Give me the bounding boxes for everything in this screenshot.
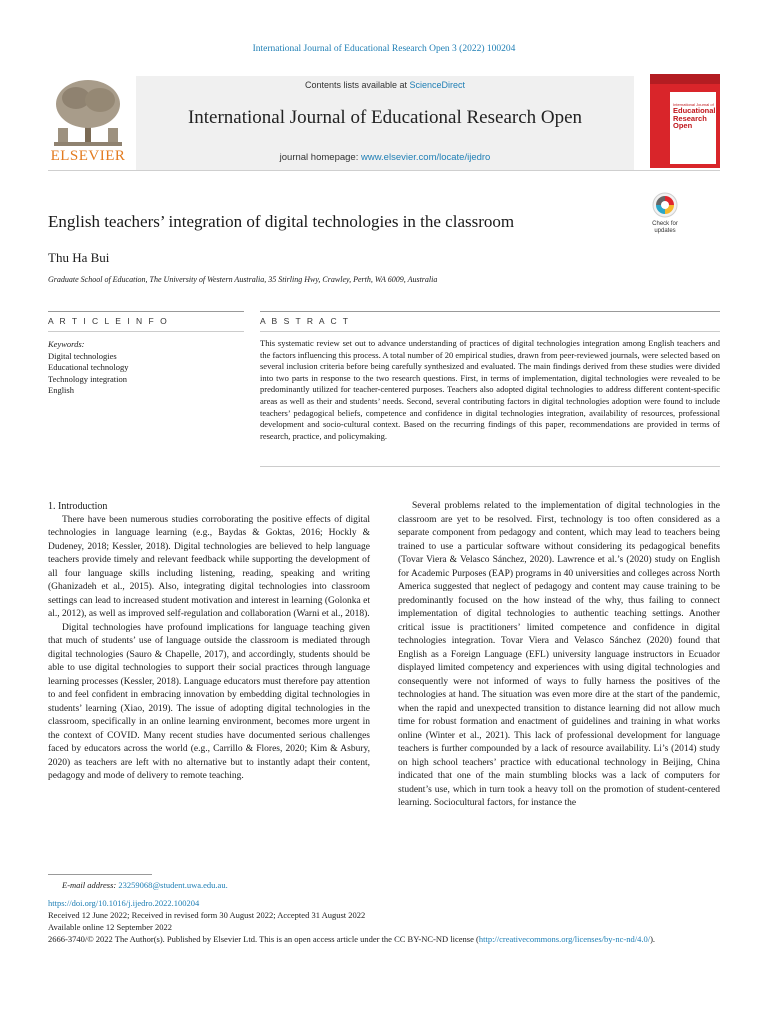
keywords-label: Keywords: (48, 339, 85, 349)
body-left-column (48, 500, 370, 784)
journal-reference[interactable]: International Journal of Educational Research Open 3 (2022) 100204 (252, 44, 516, 54)
keywords-list (48, 339, 129, 397)
author-affiliation: Graduate School of Education, The University of Western Australia, 35 Stirling Hwy, Crawley, Perth, WA 6009, Australia (48, 275, 438, 284)
keyword: English (48, 385, 74, 395)
homepage-line: journal homepage: www.elsevier.com/locate/ijedro (279, 152, 491, 163)
doi-link[interactable]: https://doi.org/10.1016/j.ijedro.2022.100204 (48, 898, 200, 908)
article-info-heading: A R T I C L E I N F O (48, 316, 169, 326)
received-dates: Received 12 June 2022; Received in revised form 30 August 2022; Accepted 31 August 2022 (48, 910, 366, 920)
article-footer (48, 879, 720, 945)
email-line: E-mail address: 23259068@student.uwa.edu.au. (62, 880, 228, 890)
keyword: Digital technologies (48, 350, 117, 361)
journal-banner (136, 76, 634, 170)
journal-title: International Journal of Educational Research Open (187, 107, 583, 128)
keyword: Technology integration (48, 373, 127, 384)
abstract-rule (260, 311, 720, 312)
body-paragraph: Several problems related to the implementation of digital technologies in the classroom are yet to be resolved. First, technology is too often considered as a separate component from pedagogy and content, which may lead to teachers being trained to use a particular software without considering its pedagogical benefits (Tovar Viera & Velasco Sánchez, 2020). Lawrence et al.’s (2020) study on English for Academic Purposes (EAP) programs in 40 universities and colleges across North America suggested that neglect of pedagogy and content may cause training to be predominantly focused on the how instead of the why, thus failing to connect implementation of digital technologies to authentic teaching settings. Another critical issue is practitioners’ limited competence and confidence in digital technologies integration. Tovar Viera and Velasco Sánchez (2020) found that English as a Foreign Language (EFL) university language instructors in Ecuador displayed limited competency and experiences with using digital technologies and consequently were not informed of ways to fully harness the positives of the technologies at hand. The situation was even more dire at the start of the pandemic, when the rapid and unexpected transition to distance learning did not allow much time for robust formation and enactment of guidelines and training in what works online (Winter et al., 2021). This lack of professional development for language teachers is further compounded by a lack of resource availability. Li’s (2014) study on high school teachers’ practice with educational technology in Beijing, China indicated that one of the main stumbling blocks was a lack of computers for student’s use, which in turn took a heavy toll on the promotion of student-centered learning. Sociocultural factors, for instance the (398, 501, 720, 808)
check-updates-icon (652, 192, 678, 218)
body-right-column (398, 500, 720, 811)
cover-title: International Journal of Educational Research Open (670, 92, 716, 164)
abstract-text: This systematic review set out to advance understanding of practices of digital technologies integration among English teachers and the factors influencing this process. A total number of 20 empirical studies, drawn from peer-reviewed journals, were selected based on several inclusion criteria before being carefully synthesized and evaluated. The main findings derived from these studies were divided into two parts in response to the two research questions. First, in terms of implementation, digital technologies were revealed to be predominantly utilized for teacher-centered purposes. Teachers also adopted digital technologies to address different content-specific areas as well as their and students’ needs. Second, several contributing factors in digital technologies adoption were found to include teachers’ pedagogical beliefs, competence and confidence in digital technologies integration, availability of resources, professional development and socio-cultural context. Based on the recurring findings of this paper, recommendations are provided in terms of research, practice, and policymaking. (260, 338, 720, 441)
sciencedirect-link[interactable]: ScienceDirect (409, 80, 466, 90)
license-line: 2666-3740/© 2022 The Author(s). Published by Elsevier Ltd. This is an open access article under the CC BY-NC-ND license (http://creativecommons.org/licenses/by-nc-nd/4.0/). (48, 934, 656, 944)
license-link[interactable]: http://creativecommons.org/licenses/by-nc-nd/4.0/ (478, 934, 651, 944)
check-for-updates-button[interactable]: Check for updates (644, 192, 686, 235)
article-title: English teachers’ integration of digital technologies in the classroom (48, 212, 515, 231)
available-online: Available online 12 September 2022 (48, 922, 173, 932)
homepage-link[interactable]: www.elsevier.com/locate/ijedro (360, 152, 491, 163)
article-info-rule (48, 311, 244, 312)
abstract-heading: A B S T R A C T (260, 316, 351, 326)
body-paragraph: There have been numerous studies corroborating the positive effects of digital technologies in language learning (e.g., Baydas & Goktas, 2016; Hockly & Dudeney, 2018; Kessler, 2018). Digital technologies are believed to help language teachers provide timely and relevant feedback while supporting the development of all four language skills including listening, reading, speaking and writing (Ghanizadeh et al., 2015). Also, integrating digital technologies into classroom settings can lead to increased student motivation and interest in learning (Golonka et al., 2012), as well as improved self-regulation and collaboration (Warni et al., 2018). (48, 514, 370, 619)
tree-icon (48, 76, 128, 150)
keyword: Educational technology (48, 362, 129, 372)
journal-cover[interactable] (650, 74, 720, 168)
email-link[interactable]: 23259068@student.uwa.edu.au. (118, 880, 228, 890)
footnote-rule (48, 874, 152, 875)
contents-line: Contents lists available at ScienceDirect (304, 80, 466, 90)
author-name: Thu Ha Bui (48, 250, 110, 265)
publisher-name: ELSEVIER (50, 148, 126, 164)
section-title: 1. Introduction (48, 501, 108, 512)
journal-header (48, 68, 720, 171)
body-paragraph: Digital technologies have profound implications for language teaching given that much of students’ use of language outside the classroom is mediated through digital technologies (Sauro & Chapelle, 2017), and accordingly, students should be able to use digital technologies to support their social practices through language learning processes (Kessler, 2018). Language educators must therefore pay attention to and feel confident in embracing innovation by embedding digital technologies in students’ learning (Xiao, 2019). The issue of adopting digital technologies in the classroom, specifically in an online learning environment, becomes more urgent in the context of COVID. Many recent studies have documented serious challenges faced by educators across the world (e.g., Carrillo & Flores, 2020; Kim & Asbury, 2020) as teachers are left with no alternative but to instantly adapt their content, pedagogy and mode of delivery to remote teaching. (48, 622, 370, 781)
